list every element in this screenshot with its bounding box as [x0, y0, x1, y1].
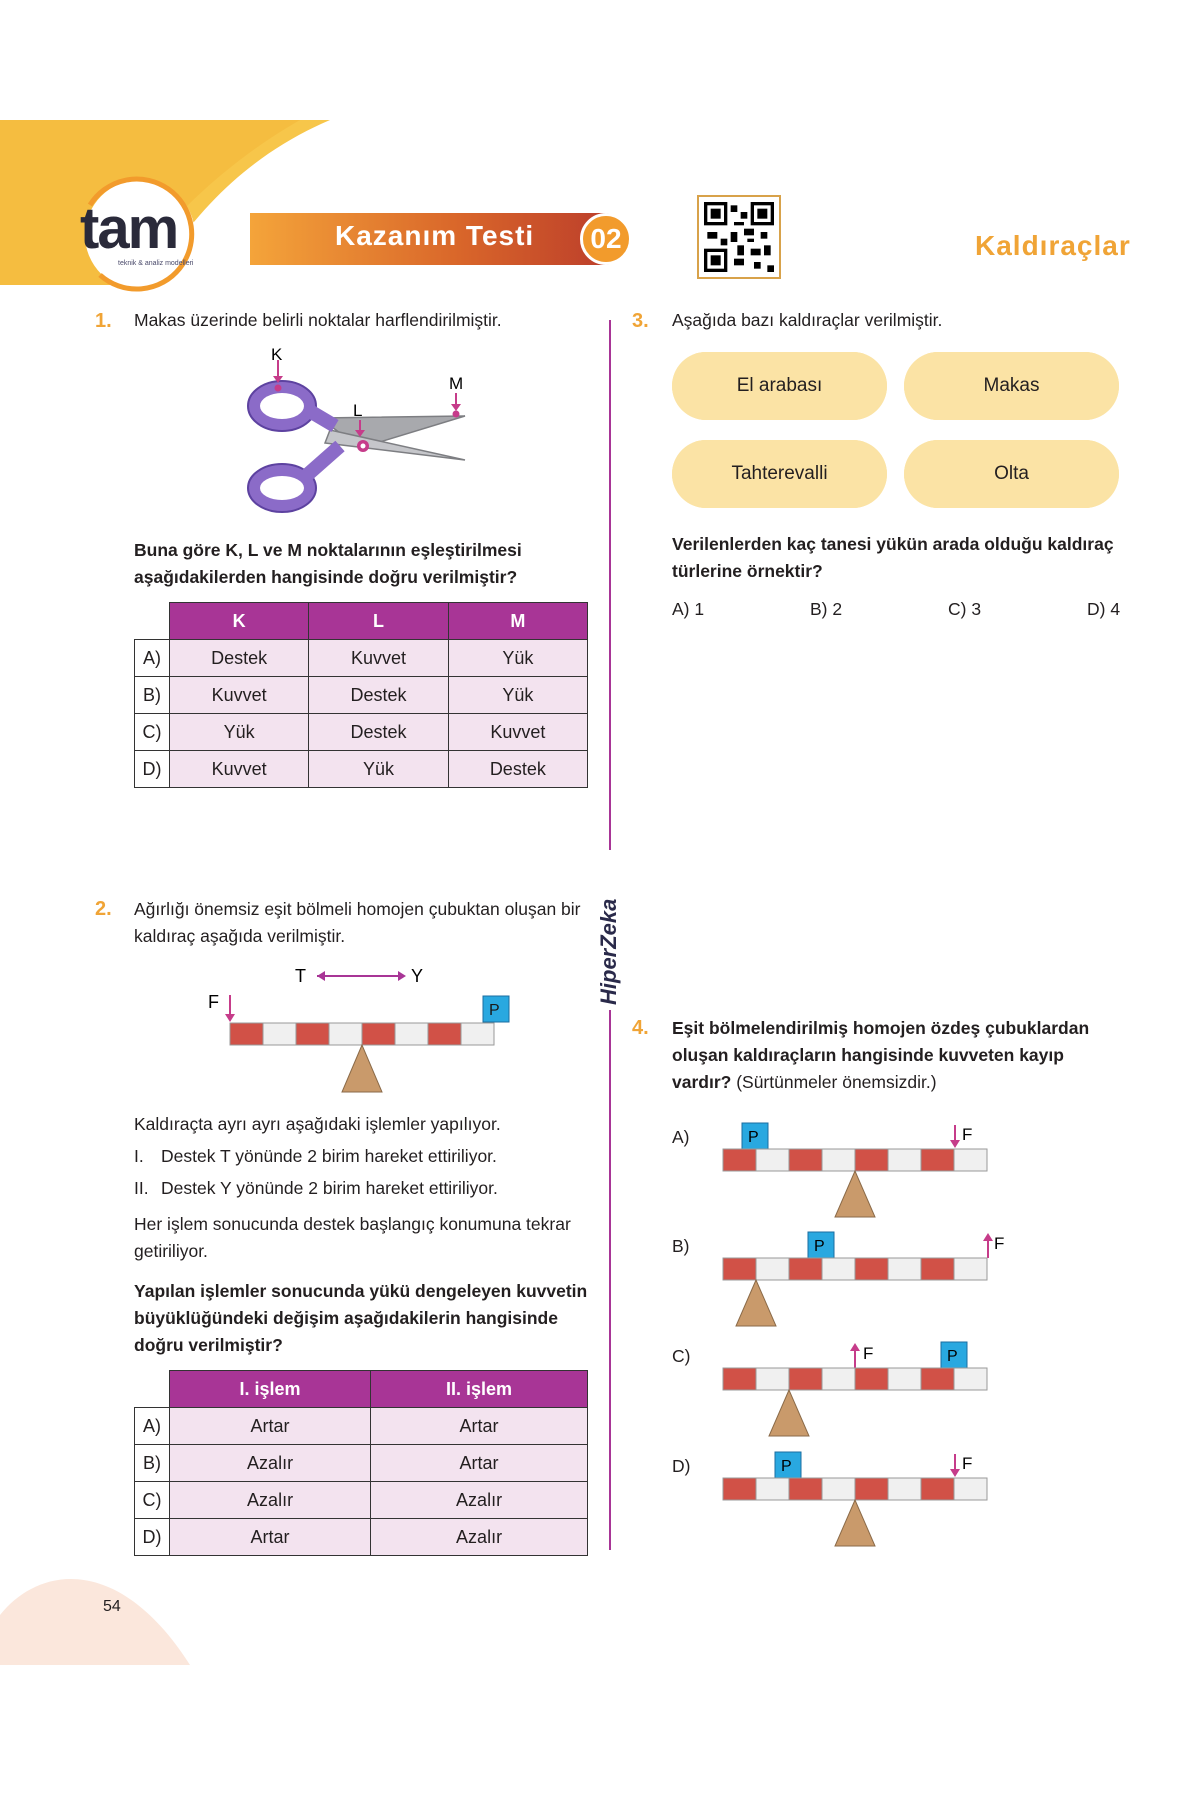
q2-option-b[interactable]: B) Azalır Artar [135, 1445, 588, 1482]
q2-option-a[interactable]: A) Artar Artar [135, 1408, 588, 1445]
q4-option-b-diagram [720, 1229, 1020, 1339]
q4-question-note: (Sürtünmeler önemsizdir.) [736, 1072, 937, 1092]
footer-corner-decoration [0, 1555, 190, 1665]
cloud-makas: Makas [904, 352, 1119, 420]
q1-question: Buna göre K, L ve M noktalarının eşleştirilmesi aşağıdakilerden hangisinde doğru verilmiştir? [134, 540, 522, 587]
fulcrum [342, 1045, 382, 1092]
cloud-el-arabasi: El arabası [672, 352, 887, 420]
q1-option-d[interactable]: D) Kuvvet Yük Destek [135, 751, 588, 788]
q2-item-1-num: I. [134, 1146, 144, 1166]
q2-text1: Kaldıraçta ayrı ayrı aşağıdaki işlemler yapılıyor. [134, 1114, 501, 1134]
svg-text:P: P [748, 1129, 759, 1146]
brand-vertical: HiperZeka [596, 898, 621, 1005]
q2-item-2-num: II. [134, 1178, 149, 1198]
q3-option-d[interactable]: D) 4 [1087, 599, 1121, 619]
svg-text:P: P [781, 1458, 792, 1475]
scissors-diagram [240, 348, 480, 518]
logo-subtitle: teknik & analiz modelleri [118, 260, 194, 267]
q2-answer-table [134, 1370, 588, 1556]
q3-option-c[interactable]: C) 3 [948, 599, 982, 619]
test-number: 02 [580, 213, 632, 265]
q1-header-l: L [309, 603, 448, 640]
q2-header-2: II. işlem [371, 1371, 588, 1408]
q3-question: Verilenlerden kaç tanesi yükün arada olduğu kaldıraç türlerine örnektir? [672, 534, 1114, 581]
q2-header-1: I. işlem [170, 1371, 371, 1408]
q3-intro: Aşağıda bazı kaldıraçlar verilmiştir. [672, 310, 943, 330]
force-label: F [208, 992, 219, 1012]
label-m: M [449, 374, 464, 393]
load-label: P [489, 1002, 500, 1019]
q2-intro: Ağırlığı önemsiz eşit bölmeli homojen çubuktan oluşan bir kaldıraç aşağıda verilmiştir. [134, 899, 581, 946]
direction-t-label: T [295, 966, 306, 986]
q4-option-a-label[interactable]: A) [672, 1127, 690, 1147]
svg-text:P: P [947, 1348, 958, 1365]
q1-option-c[interactable]: C) Yük Destek Kuvvet [135, 714, 588, 751]
svg-text:F: F [962, 1125, 973, 1144]
q2-option-c[interactable]: C) Azalır Azalır [135, 1482, 588, 1519]
q4-question-bold: Eşit bölmelendirilmiş homojen özdeş çubuklardan oluşan kaldıraçların hangisinde kuvveten kayıp vardır? [672, 1018, 1090, 1092]
q2-question: Yapılan işlemler sonucunda yükü dengeleyen kuvvetin büyüklüğündeki değişim aşağıdakilerin hangisinde doğru verilmiştir? [134, 1281, 588, 1355]
q4-option-c-diagram [720, 1339, 1020, 1449]
label-k: K [271, 348, 283, 364]
q2-option-d[interactable]: D) Artar Azalır [135, 1519, 588, 1556]
q4-option-d-diagram [720, 1449, 1020, 1559]
page-number: 54 [103, 1598, 121, 1615]
q1-option-b[interactable]: B) Kuvvet Destek Yük [135, 677, 588, 714]
qr-code-icon [704, 202, 774, 272]
cloud-olta: Olta [904, 440, 1119, 508]
q2-number: 2. [95, 898, 112, 920]
q1-answer-table [134, 602, 588, 788]
svg-text:F: F [962, 1454, 973, 1473]
q4-number: 4. [632, 1017, 649, 1039]
q4-option-c-label[interactable]: C) [672, 1346, 691, 1366]
q2-lever-diagram [200, 960, 520, 1100]
qr-code[interactable] [697, 195, 781, 279]
q1-intro: Makas üzerinde belirli noktalar harflendirilmiştir. [134, 310, 502, 330]
svg-text:P: P [814, 1238, 825, 1255]
q1-header-m: M [448, 603, 587, 640]
q1-header-k: K [170, 603, 309, 640]
q3-option-a[interactable]: A) 1 [672, 599, 705, 619]
q2-item-1-text: Destek T yönünde 2 birim hareket ettiriliyor. [161, 1146, 497, 1166]
q1-option-a[interactable]: A) Destek Kuvvet Yük [135, 640, 588, 677]
cloud-tahterevalli: Tahterevalli [672, 440, 887, 508]
q3-option-b[interactable]: B) 2 [810, 599, 843, 619]
logo-text: tam [80, 196, 178, 261]
q4-question [672, 1015, 1127, 1096]
q2-item-2-text: Destek Y yönünde 2 birim hareket ettiriliyor. [161, 1178, 498, 1198]
q4-option-b-label[interactable]: B) [672, 1236, 690, 1256]
svg-text:F: F [863, 1344, 874, 1363]
test-title: Kazanım Testi [335, 220, 535, 251]
q4-option-d-label[interactable]: D) [672, 1456, 691, 1476]
direction-y-label: Y [411, 966, 424, 986]
lever-bar [230, 1023, 494, 1045]
q4-option-a-diagram [720, 1120, 1020, 1230]
q1-number: 1. [95, 310, 112, 332]
svg-text:F: F [994, 1234, 1005, 1253]
q3-number: 3. [632, 310, 649, 332]
label-l: L [353, 401, 363, 420]
page-topic: Kaldıraçlar [975, 230, 1131, 261]
q2-text2: Her işlem sonucunda destek başlangıç konumuna tekrar getiriliyor. [134, 1214, 571, 1261]
